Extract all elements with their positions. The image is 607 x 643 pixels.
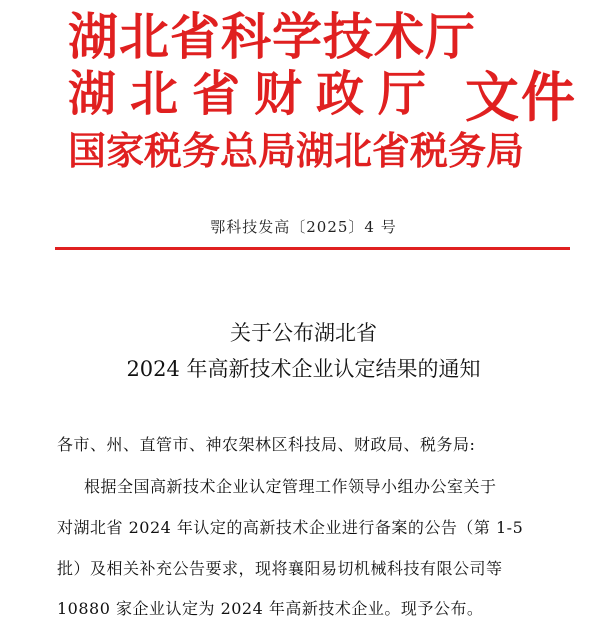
issuer-tax-bureau: 国家税务总局湖北省税务局: [68, 129, 525, 173]
document-number: 鄂科技发高〔2025〕4 号: [210, 218, 397, 236]
issuer-finance-dept: 湖北省财政厅: [68, 66, 441, 122]
body-paragraph-line: 10880 家企业认定为 2024 年高新技术企业。现予公布。: [57, 599, 484, 618]
notice-title-line-2: 2024 年高新技术企业认定结果的通知: [126, 357, 481, 381]
body-paragraph-line: 对湖北省 2024 年认定的高新技术企业进行备案的公告（第 1-5: [57, 518, 524, 537]
issuer-science-tech-dept: 湖北省科学技术厅: [68, 8, 476, 66]
notice-title-line-1: 关于公布湖北省: [230, 321, 377, 345]
body-paragraph-line: 批）及相关补充公告要求，现将襄阳易切机械科技有限公司等: [57, 559, 503, 578]
addressee-line: 各市、州、直管市、神农架林区科技局、财政局、税务局:: [57, 435, 476, 454]
body-paragraph-line: 根据全国高新技术企业认定管理工作领导小组办公室关于: [84, 477, 497, 496]
doc-type-label: 文件: [465, 66, 577, 129]
red-divider: [55, 247, 570, 250]
